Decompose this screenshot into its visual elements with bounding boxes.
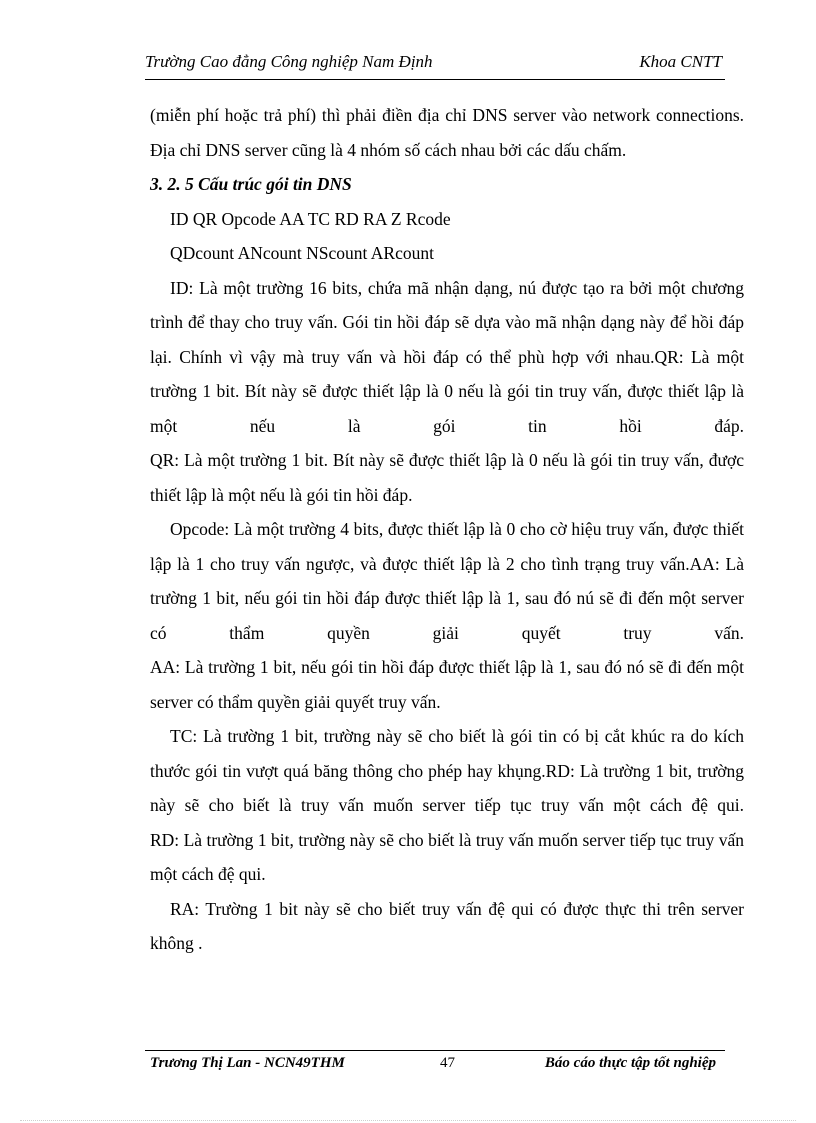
footer-divider	[145, 1050, 725, 1051]
paragraph-dns-server: (miễn phí hoặc trả phí) thì phải điền địa chỉ DNS server vào network connections. Địa chỉ DNS server cũng là 4 nhóm số cách nhau bởi các dấu chấm.	[150, 105, 744, 160]
page-header	[145, 52, 725, 76]
page-body	[150, 98, 744, 961]
paragraph-id-field: ID: Là một trường 16 bits, chứa mã nhận dạng, nú được tạo ra bởi một chương trình để thay cho truy vấn. Gói tin hồi đáp sẽ dựa vào mã nhận dạng này để hồi đáp lại. Chính vì vậy mà truy vấn và hồi đáp có thể phù hợp với nhau.QR: Là một trường 1 bit. Bít này sẽ được thiết lập là 0 nếu là gói tin truy vấn, được thiết lập là một nếu là gói tin hồi đáp.	[150, 277, 744, 436]
page-footer	[150, 1055, 716, 1077]
footer-author: Trương Thị Lan - NCN49THM	[150, 1055, 345, 1071]
footer-report-title: Báo cáo thực tập tốt nghiệp	[544, 1055, 716, 1071]
paragraph-opcode-field: Opcode: Là một trường 4 bits, được thiết lập là 0 cho cờ hiệu truy vấn, được thiết lập là 1 cho truy vấn ngược, và được thiết lập là 2 cho tình trạng truy vấn.AA: Là trường 1 bit, nếu gói tin hồi đáp được thiết lập là 1, sau đó nú sẽ đi đến một server có thẩm quyền giải quyết truy vấn.	[150, 519, 744, 643]
header-divider	[145, 79, 725, 80]
page-number: 47	[440, 1055, 455, 1071]
dns-fields-line-2: QDcount ANcount NScount ARcount	[170, 243, 434, 263]
paragraph-qr-field: QR: Là một trường 1 bit. Bít này sẽ được thiết lập là 0 nếu là gói tin truy vấn, được thiết lập là một nếu là gói tin hồi đáp.	[150, 450, 744, 505]
paragraph-rd-field: RD: Là trường 1 bit, trường này sẽ cho biết là truy vấn muốn server tiếp tục truy vấn một cách đệ qui.	[150, 829, 744, 884]
section-heading: 3. 2. 5 Cấu trúc gói tin DNS	[150, 174, 352, 194]
header-school: Trường Cao đẳng Công nghiệp Nam Định	[145, 52, 433, 71]
paragraph-tc-field: TC: Là trường 1 bit, trường này sẽ cho biết là gói tin có bị cắt khúc ra do kích thước gói tin vượt quá băng thông cho phép hay khụng.RD: Là trường 1 bit, trường này sẽ cho biết là truy vấn muốn server tiếp tục truy vấn một cách đệ qui.	[150, 726, 744, 815]
dns-fields-line-1: ID QR Opcode AA TC RD RA Z Rcode	[170, 208, 451, 229]
page-edge-divider	[20, 1120, 796, 1121]
paragraph-aa-field: AA: Là trường 1 bit, nếu gói tin hồi đáp được thiết lập là 1, sau đó nó sẽ đi đến một server có thẩm quyền giải quyết truy vấn.	[150, 657, 744, 712]
header-department: Khoa CNTT	[639, 52, 722, 71]
paragraph-ra-field: RA: Trường 1 bit này sẽ cho biết truy vấn đệ qui có được thực thi trên server không .	[150, 898, 744, 953]
